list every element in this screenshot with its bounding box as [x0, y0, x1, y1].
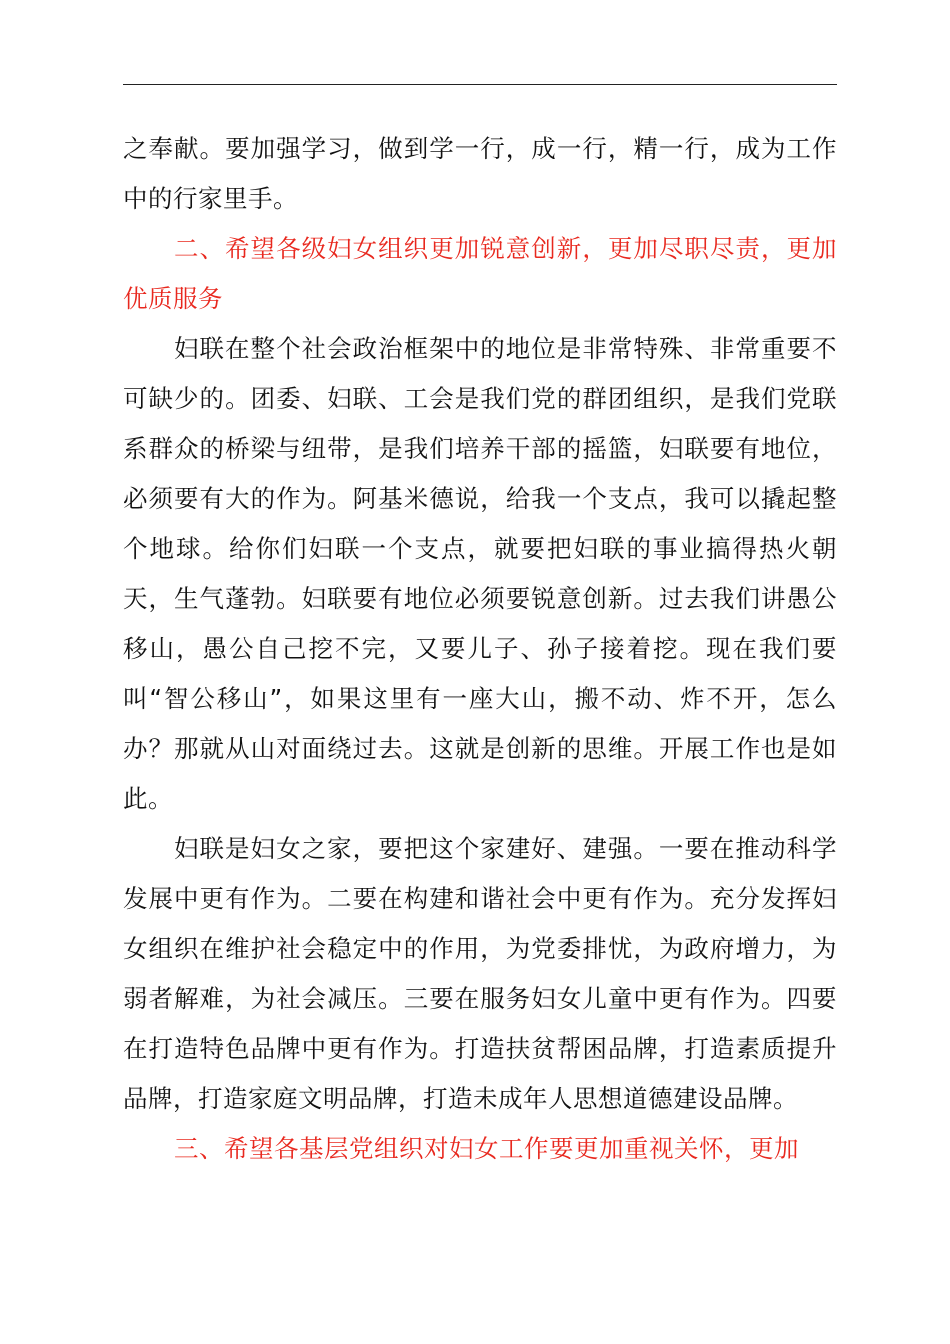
document-body — [123, 124, 837, 1174]
paragraph-womens-home: 妇联是妇女之家，要把这个家建好、建强。一要在推动科学发展中更有作为。二要在构建和谐社会中更有作为。充分发挥妇女组织在维护社会稳定中的作用，为党委排忧，为政府增力，为弱者解难，为社会减压。三要在服务妇女儿童中更有作为。四要在打造特色品牌中更有作为。打造扶贫帮困品牌，打造素质提升品牌，打造家庭文明品牌，打造未成年人思想道德建设品牌。 — [123, 834, 837, 1113]
section-heading-2: 二、希望各级妇女组织更加锐意创新，更加尽职尽责，更加优质服务 — [123, 234, 837, 313]
section-heading-3: 三、希望各基层党组织对妇女工作要更加重视关怀，更加 — [174, 1134, 799, 1163]
header-rule — [123, 84, 837, 85]
paragraph-womens-federation-role: 妇联在整个社会政治框架中的地位是非常特殊、非常重要不可缺少的。团委、妇联、工会是我们党的群团组织，是我们党联系群众的桥梁与纽带，是我们培养干部的摇篮，妇联要有地位，必须要有大的作为。阿基米德说，给我一个支点，我可以撬起整个地球。给你们妇联一个支点，就要把妇联的事业搞得热火朝天，生气蓬勃。妇联要有地位必须要锐意创新。过去我们讲愚公移山，愚公自己挖不完，又要儿子、孙子接着挖。现在我们要叫“智公移山”，如果这里有一座大山，搬不动、炸不开，怎么办？那就从山对面绕过去。这就是创新的思维。开展工作也是如此。 — [123, 334, 837, 813]
paragraph-continuation: 之奉献。要加强学习，做到学一行，成一行，精一行，成为工作中的行家里手。 — [123, 134, 837, 213]
